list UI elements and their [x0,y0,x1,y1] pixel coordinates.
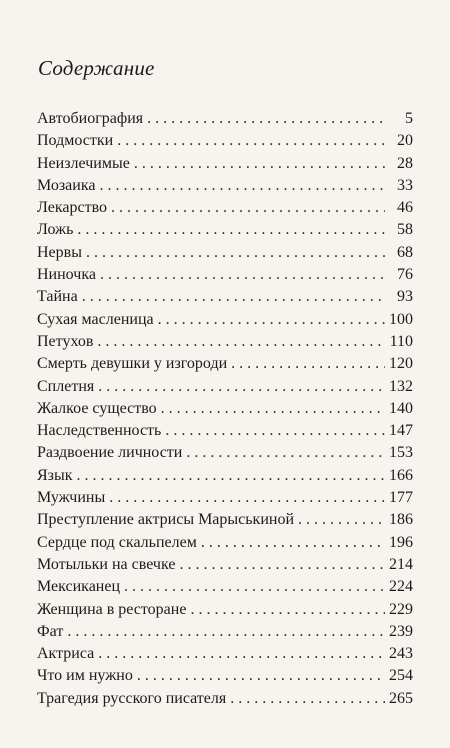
toc-entry-title: Мотыльки на свечке [37,555,176,573]
toc-entry [37,665,413,687]
toc-entry [37,532,413,554]
dot-leader [298,509,385,531]
toc-entry-title: Подмостки [37,132,114,150]
toc-entry-page-number: 166 [389,466,413,484]
dot-leader [134,153,385,175]
dot-leader [100,264,385,286]
toc-entry-title: Жалкое существо [37,399,157,417]
toc-entry [37,487,413,509]
toc-entry-page-number: 76 [397,266,413,284]
toc-entry-page-number: 214 [389,555,413,573]
toc-entry [37,331,413,353]
toc-entry-title: Язык [37,466,73,484]
toc-entry-page-number: 46 [397,199,413,217]
toc-entry-page-number: 196 [389,533,413,551]
toc-entry-title: Петухов [37,332,94,350]
toc-entry [37,197,413,219]
dot-leader [201,532,385,554]
toc-entry-title: Сухая масленица [37,310,154,328]
toc-entry [37,376,413,398]
dot-leader [77,219,385,241]
toc-entry-title: Мужчины [37,489,106,507]
dot-leader [124,576,385,598]
toc-entry-title: Смерть девушки у изгороди [37,355,228,373]
dot-leader [190,599,385,621]
toc-entry [37,353,413,375]
toc-entry [37,108,413,130]
toc-entry [37,509,413,531]
toc-entry-title: Фат [37,622,64,640]
dot-leader [158,309,385,331]
toc-entry-page-number: 239 [389,622,413,640]
dot-leader [99,175,385,197]
toc-entry-page-number: 93 [397,288,413,306]
toc-entry-page-number: 140 [389,399,413,417]
toc-entry [37,219,413,241]
dot-leader [111,197,385,219]
toc-entry-title: Женщина в ресторане [37,600,187,618]
dot-leader [98,376,385,398]
toc-entry-page-number: 243 [389,645,413,663]
toc-entry-page-number: 68 [397,243,413,261]
toc-entry [37,242,413,264]
toc-entry [37,599,413,621]
toc-entry-title: Сердце под скальпелем [37,533,197,551]
toc-entry [37,688,413,710]
toc-entry-title: Актриса [37,645,95,663]
toc-entry [37,264,413,286]
dot-leader [117,130,385,152]
dot-leader [86,242,385,264]
toc-entry-title: Сплетня [37,377,95,395]
dot-leader [67,621,385,643]
toc-entry-page-number: 20 [397,132,413,150]
toc-entry [37,398,413,420]
toc-entry-title: Что им нужно [37,667,133,685]
toc-entry [37,309,413,331]
dot-leader [109,487,385,509]
toc-entry-title: Раздвоение личности [37,444,183,462]
contents-heading: Содержание [38,56,155,80]
toc-entry [37,643,413,665]
toc-entry-title: Мексиканец [37,578,121,596]
toc-entry-title: Автобиография [37,110,144,127]
toc-entry-title: Нервы [37,243,82,261]
toc-entry-page-number: 177 [389,489,413,507]
toc-entry-title: Тайна [37,288,78,306]
toc-entry-page-number: 110 [389,332,413,350]
toc-entry-page-number: 33 [397,176,413,194]
toc-entry [37,175,413,197]
toc-entry-page-number: 229 [389,600,413,618]
toc-entry-page-number: 5 [405,110,413,127]
toc-entry-page-number: 147 [389,422,413,440]
toc-entry-page-number: 153 [389,444,413,462]
toc-entry-page-number: 224 [389,578,413,596]
toc-entry [37,153,413,175]
toc-entry-page-number: 132 [389,377,413,395]
dot-leader [77,465,385,487]
dot-leader [230,688,385,710]
dot-leader [179,554,385,576]
toc-entry-title: Мозаика [37,176,96,194]
toc-entry [37,465,413,487]
toc-entry-page-number: 58 [397,221,413,239]
toc-entry [37,442,413,464]
toc-entry-page-number: 254 [389,667,413,685]
table-of-contents [37,108,413,710]
toc-entry [37,130,413,152]
toc-entry-page-number: 28 [397,154,413,172]
dot-leader [147,108,385,130]
toc-entry-title: Неизлечимые [37,154,130,172]
toc-entry-title: Преступление актрисы Марыськиной [37,511,295,529]
toc-entry-page-number: 186 [389,511,413,529]
dot-leader [186,442,385,464]
toc-entry-page-number: 120 [389,355,413,373]
toc-entry [37,286,413,308]
dot-leader [161,398,385,420]
toc-entry-title: Трагедия русского писателя [37,689,227,707]
toc-entry [37,420,413,442]
toc-entry-title: Лекарство [37,199,108,217]
dot-leader [97,331,385,353]
dot-leader [231,353,385,375]
toc-entry-page-number: 100 [389,310,413,328]
toc-entry-title: Ниночка [37,266,96,284]
dot-leader [137,665,385,687]
toc-entry-title: Ложь [37,221,74,239]
toc-entry [37,576,413,598]
toc-entry [37,554,413,576]
dot-leader [165,420,385,442]
toc-entry-title: Наследственность [37,422,162,440]
toc-entry [37,621,413,643]
toc-entry-page-number: 265 [389,689,413,707]
dot-leader [98,643,385,665]
dot-leader [82,286,385,308]
